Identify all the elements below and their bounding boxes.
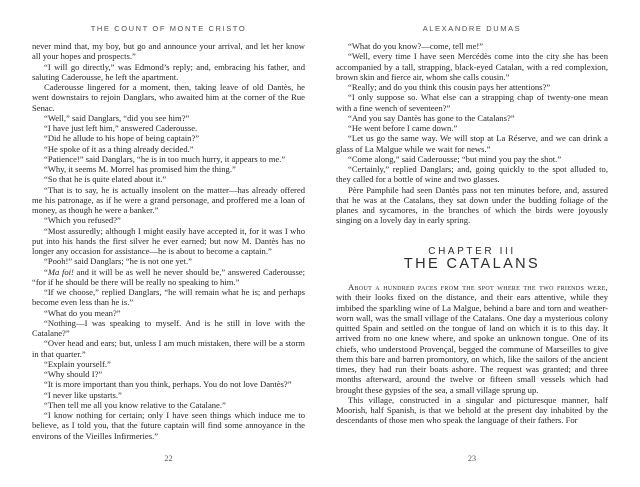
text-run: “Over head and ears; but, unless I am much mistaken, there will be a storm in that quarter.” xyxy=(32,338,305,359)
text-run: “Why, it seems M. Morrel has promised him the thing.” xyxy=(44,164,236,174)
paragraph xyxy=(32,287,305,308)
paragraph xyxy=(32,369,305,379)
text-run: “Certainly,” replied Danglars; and, going quickly to the spot alluded to, they called for a bottle of wine and two glasses. xyxy=(336,164,608,185)
paragraph xyxy=(32,215,305,225)
chapter-title: THE CATALANS xyxy=(403,255,541,272)
page-number-left: 22 xyxy=(164,454,173,463)
paragraph xyxy=(32,256,305,266)
text-run: “Well,” said Danglars, “did you see him?” xyxy=(44,112,190,123)
paragraph xyxy=(32,390,305,400)
paragraph xyxy=(32,174,305,184)
paragraph xyxy=(32,41,305,62)
text-run: “I know nothing for certain; only I have seen things which induce me to believe, as I told you, that the future captain will find some annoyance in the environs of the Vieilles Infirmeries.” xyxy=(32,410,305,441)
right-page xyxy=(336,0,608,487)
text-run: “That is to say, he is actually insolent on the matter—has already offered me his patronage, as if he were a grand personage, and proffered me a loan of money, as though he were a banker.” xyxy=(32,184,305,215)
page-number-right: 23 xyxy=(467,454,477,463)
paragraph xyxy=(32,379,305,389)
text-run: “What do you know?—come, tell me!” xyxy=(348,41,484,51)
paragraph xyxy=(336,185,608,226)
text-run: Caderousse lingered for a moment, then, taking leave of old Dantès, he went downstairs to rejoin Danglars, who awaited him at the corner of the Rue Senac. xyxy=(32,82,305,113)
text-run: “Patience!” said Danglars, “he is in too much hurry, it appears to me.” xyxy=(44,153,286,164)
chapter-label: CHAPTER III xyxy=(428,245,516,257)
text-run: “Explain yourself.” xyxy=(44,358,111,369)
chapter-heading xyxy=(336,247,608,270)
paragraph xyxy=(336,92,608,113)
paragraph xyxy=(336,82,608,92)
text-run: “So that he is quite elated about it.” xyxy=(44,174,167,185)
paragraph xyxy=(32,113,305,123)
running-head-book-title: THE COUNT OF MONTE CRISTO xyxy=(90,24,247,33)
text-run: “I never like upstarts.” xyxy=(44,389,122,400)
right-page-text-column xyxy=(336,41,608,426)
paragraph xyxy=(336,41,608,51)
text-run: “If we choose,” replied Danglars, “he will remain what he is; and perhaps become even less than he is.” xyxy=(32,287,305,308)
paragraph xyxy=(32,123,305,133)
text-run: “He spoke of it as a thing already decided.” xyxy=(44,143,194,154)
text-run: with their looks fixed on the distance, and their ears attentive, while they imbibed the sparkling wine of La Malgue, behind a bare and torn and weather-worn wall, was the small village of the Catalans. One day a mysterious colony quitted Spain and settled on the tongue of land on which it is to this day. It arrived from no one knew where, and spoke an unknown tongue. One of its chiefs, who understood Provençal, begged the commune of Marseilles to give them this bare and barren promontory, on which, like the sailors of the ancient times, they had run their boats ashore. The request was granted; and three months afterward, around the twelve or fifteen small vessels which had brought these gypsies of the sea, a small village sprung up. xyxy=(336,292,608,395)
text-run: “And you say Dantès has gone to the Catalans?” xyxy=(348,112,515,123)
text-run: “Most assuredly; although I might easily have accepted it, for it was I who put into his hands the first silver he ever earned; but now M. Dantès has no longer any occasion for assistance—he is about to become a captain.” xyxy=(32,225,305,256)
paragraph xyxy=(336,164,608,185)
text-run: “I will go directly,” was Edmond’s reply; and, embracing his father, and saluting Caderousse, he left the apartment. xyxy=(32,61,305,82)
paragraph xyxy=(32,62,305,83)
paragraph xyxy=(32,400,305,410)
text-run: Père Pamphile had seen Dantès pass not ten minutes before, and, assured that he was at the Catalans, they sat down under the budding foliage of the planes and sycamores, in the branches of which the birds were joyously singing on a lovely day in early spring. xyxy=(336,184,608,226)
text-run: “Really; and do you think this cousin pays her attentions?” xyxy=(348,82,551,92)
paragraph xyxy=(336,154,608,164)
left-page xyxy=(32,0,305,487)
paragraph xyxy=(336,123,608,133)
paragraph xyxy=(336,282,608,395)
running-head-author: ALEXANDRE DUMAS xyxy=(422,24,522,33)
text-run: “I only suppose so. What else can a strapping chap of twenty-one mean with a fine wench of seventeen?” xyxy=(336,92,608,113)
text-run: and it will be as well he never should be,” answered Caderousse; “for if he should be there will be really no speaking to him.” xyxy=(32,266,305,287)
text-run: “It is more important than you think, perhaps. You do not love Dantès?” xyxy=(44,379,292,390)
text-run: “Well, every time I have seen Mercédès come into the city she has been accompanied by a tall, strapping, black-eyed Catalan, with a red complexion, brown skin and fierce air, whom she calls cousin.” xyxy=(336,51,608,82)
paragraph xyxy=(336,113,608,123)
paragraph xyxy=(32,318,305,339)
text-run: “Pooh!” said Danglars; “he is not one yet.” xyxy=(44,256,192,267)
text-run: “I have just left him,” answered Caderousse. xyxy=(44,123,198,133)
paragraph xyxy=(32,267,305,288)
paragraph xyxy=(32,338,305,359)
text-run: never mind that, my boy, but go and announce your arrival, and let her know all your hopes and prospects.” xyxy=(32,41,305,62)
text-run: “ xyxy=(44,266,48,277)
paragraph xyxy=(336,51,608,82)
pre-chapter-text xyxy=(336,41,608,226)
text-run: “Nothing—I was speaking to myself. And is he still in love with the Catalane?” xyxy=(32,317,305,338)
paragraph xyxy=(336,133,608,154)
text-run: “Let us go the same way. We will stop at La Réserve, and we can drink a glass of La Malgue while we wait for news.” xyxy=(336,133,608,154)
text-run: “Did he allude to his hope of being captain?” xyxy=(44,133,200,144)
paragraph xyxy=(32,154,305,164)
text-run: About a hundred paces from the spot where the two friends were, xyxy=(348,282,608,292)
text-run: “Why should I?” xyxy=(44,369,103,379)
paragraph xyxy=(32,410,305,441)
paragraph xyxy=(32,185,305,216)
paragraph xyxy=(32,144,305,154)
post-chapter-text xyxy=(336,282,608,426)
paragraph xyxy=(32,133,305,143)
text-run: “Come along,” said Caderousse; “but mind you pay the shot.” xyxy=(348,153,562,164)
text-run: “He went before I came down.” xyxy=(348,123,458,133)
text-run: “What do you mean?” xyxy=(44,307,121,318)
paragraph xyxy=(32,308,305,318)
paragraph xyxy=(336,395,608,426)
text-run: “Then tell me all you know relative to the Catalane.” xyxy=(44,399,226,410)
paragraph xyxy=(32,226,305,257)
left-page-text-column xyxy=(32,41,305,441)
paragraph xyxy=(32,164,305,174)
text-run: Ma foi! xyxy=(47,266,74,277)
paragraph xyxy=(32,359,305,369)
text-run: “Which you refused?” xyxy=(44,215,121,226)
paragraph xyxy=(32,82,305,113)
text-run: This village, constructed in a singular and picturesque manner, half Moorish, half Spanish, is that we behold at the present day inhabited by the descendants of those men who speak the language of their fathers. For xyxy=(336,394,608,426)
